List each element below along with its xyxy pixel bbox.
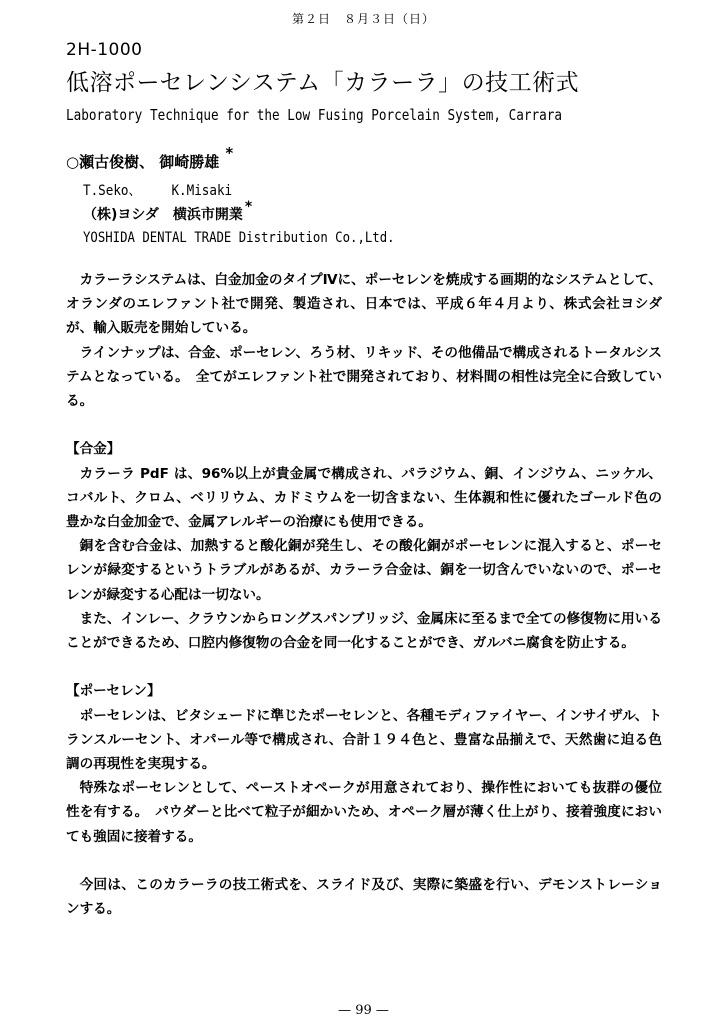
paper-title-japanese: 低溶ポーセレンシステム「カラーラ」の技工術式 — [66, 70, 580, 96]
affiliation-japanese — [83, 199, 253, 224]
authors-english: T.Seko、 K.Misaki — [83, 183, 233, 199]
page-number: — 99 — — [338, 1003, 389, 1018]
presentation-code: 2H-1000 — [66, 40, 143, 60]
section-gap — [66, 413, 662, 437]
porcelain-paragraph: ポーセレンは、ビタシェードに準じたポーセレンと、各種モディファイヤー、インサイザル、トランスルーセント、オパール等で構成され、合計１９４色と、豊富な品揃えで、天然歯に迫る色調の再現性を実現する。 — [66, 707, 662, 773]
session-date: 第２日 ８月３日（日） — [291, 12, 435, 26]
section-gap — [66, 849, 662, 873]
abstract-body — [66, 268, 662, 921]
section-heading-alloy: 【合金】 — [66, 441, 121, 458]
alloy-paragraph: また、インレー、クラウンからロングスパンブリッジ、金属床に至るまで全ての修復物に用いることができるため、口腔内修復物の合金を同一化することができ、ガルバニ腐食を防止する。 — [66, 610, 662, 652]
alloy-paragraph: 銅を含む合金は、加熱すると酸化銅が発生し、その酸化銅がポーセレンに混入すると、ポーセレンが緑変するというトラブルがあるが、カラーラ合金は、銅を一切含んでいないので、ポーセレンが緑変する心配は一切ない。 — [66, 538, 662, 603]
porcelain-paragraph: 特殊なポーセレンとして、ペーストオペークが用意されており、操作性においても抜群の優位性を有する。 パウダーと比べて粒子が細かいため、オペーク層が薄く仕上がり、接着強度においても強固に接着する。 — [66, 780, 662, 845]
intro-paragraph: ラインナップは、合金、ポーセレン、ろう材、リキッド、その他備品で構成されるトータルシステムとなっている。 全てがエレファント社で開発されており、材料間の相性は完全に合致している。 — [66, 344, 662, 410]
affiliation-name: （株)ヨシダ 横浜市開業 — [83, 207, 243, 223]
authors-japanese — [66, 144, 234, 172]
closing-paragraph: 今回は、このカラーラの技工術式を、スライド及び、実際に築盛を行い、デモンストレーションする。 — [66, 877, 662, 918]
affiliation-mark: * — [244, 199, 253, 215]
intro-paragraph: カラーラシステムは、白金加金のタイプⅣに、ポーセレンを焼成する画期的なシステムとして、オランダのエレファント社で開発、製造され、日本では、平成６年４月より、株式会社ヨシダが、輸入販売を開始している。 — [66, 272, 662, 337]
affiliation-english: YOSHIDA DENTAL TRADE Distribution Co.,Ltd. — [83, 230, 395, 246]
section-heading-porcelain: 【ポーセレン】 — [66, 683, 161, 700]
alloy-paragraph: カラーラ PdF は、96%以上が貴金属で構成され、パラジウム、銅、インジウム、ニッケル、コバルト、クロム、ベリリウム、カドミウムを一切含まない、生体親和性に優れたゴールド色の豊かな白金加金で、金属アレルギーの治療にも使用できる。 — [66, 465, 662, 531]
author-affiliation-mark: * — [225, 144, 234, 162]
section-gap — [66, 655, 662, 679]
paper-title-english: Laboratory Technique for the Low Fusing Porcelain System, Carrara — [66, 106, 563, 124]
authors-names: ○瀬古俊樹、 御崎勝雄 — [66, 153, 220, 171]
